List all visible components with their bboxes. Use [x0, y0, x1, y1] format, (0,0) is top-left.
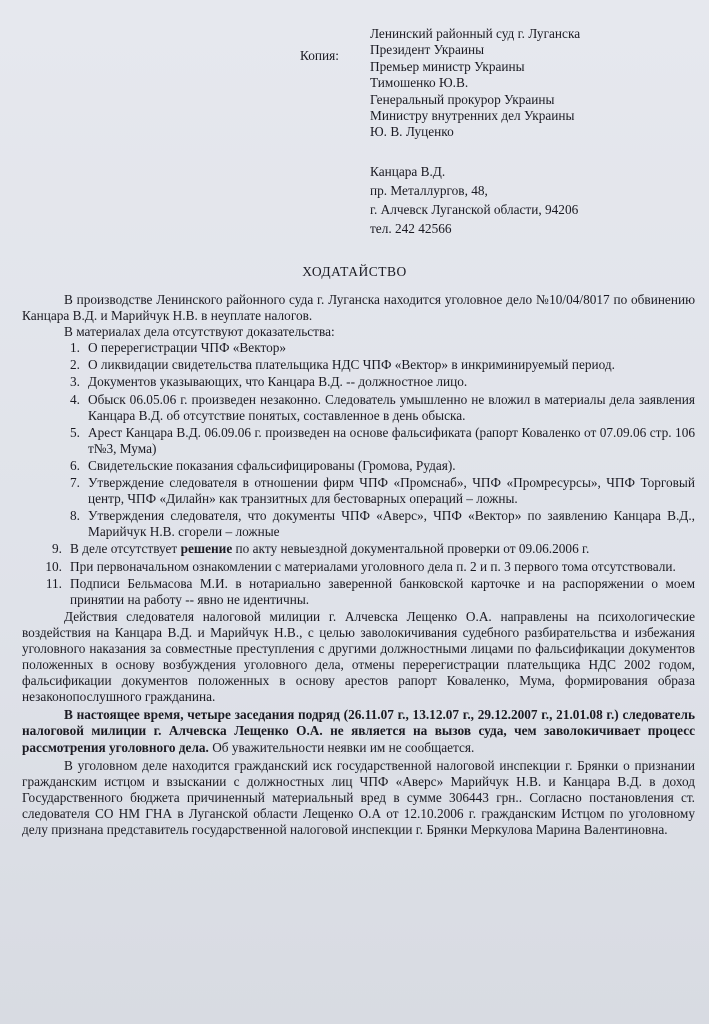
item-number: 11.: [45, 575, 62, 591]
list-item: [22, 508, 695, 540]
recipient: Ленинский районный суд г. Луганска: [370, 26, 581, 41]
recipient: Тимошенко Ю.В.: [370, 75, 469, 91]
item-number: 4.: [70, 391, 80, 407]
item-text: Утверждение следователя в отношении фирм ЧПФ «Промснаб», ЧПФ «Промресурсы», ЧПФ Торговый центр, ЧПФ «Дилайн» как транзитных для бестоварных операций – ложны.: [88, 475, 695, 507]
item-text: При первоначальном ознакомлении с материалами уголовного дела п. 2 и п. 3 первого тома отсутствовали.: [70, 558, 676, 574]
current-paragraph: [22, 707, 695, 755]
recipient: Президент Украины: [370, 42, 485, 58]
item-number: 10.: [45, 558, 62, 574]
sender-name: Канцара В.Д.: [370, 164, 446, 179]
item-text: О ликвидации свидетельства плательщика НДС ЧПФ «Вектор» в инкриминируемый период.: [88, 357, 615, 373]
current-bold: В настоящее время, четыре заседания подряд (26.11.07 г., 13.12.07 г., 29.12.2007 г., 21.01.08 г.) следователь налоговой милиции г. Алчевска Лещенко О.А. не является на вызов суда, чем заволокичивает процесс рассмотрения уголовного дела.: [22, 707, 695, 755]
document-body: [22, 292, 695, 838]
list-item: [22, 392, 695, 424]
item-number: 6.: [70, 457, 80, 473]
recipient: Премьер министр Украины: [370, 58, 525, 74]
list-item: [22, 357, 695, 373]
item-number: 9.: [52, 541, 62, 557]
item-text: Свидетельские показания сфальсифицированы (Громова, Рудая).: [88, 457, 456, 473]
item-text: Подписи Бельмасова М.И. в нотариально заверенной банковской карточке и на распоряжении о моем принятии на работу -- явно не идентичны.: [70, 575, 695, 607]
sender-street: пр. Металлургов, 48,: [370, 183, 488, 198]
item-number: 8.: [70, 508, 80, 524]
sender-city: г. Алчевск Луганской области, 94206: [370, 202, 579, 217]
list-item: [22, 425, 695, 457]
item-number: 1.: [70, 340, 80, 356]
list-item: [22, 576, 695, 608]
actions-paragraph: Действия следователя налоговой милиции г. Алчевска Лещенко О.А. направлены на психологические воздействия на Канцара В.Д. и Марийчук Н.В., с целью заволокичивания судебного разбирательства и избежания уголовного наказания за совместные преступления с другими должностными лицами по фальсификации документов положенных в основу возбуждения уголовного дела, отмены перерегистрации плательщика НДС 2002 годом, фальсификации документов положенных в основу арестов рапорт Коваленко, Мума, формирования образа незаконопослушного гражданина.: [22, 608, 695, 705]
sender-block: [370, 162, 690, 238]
recipient: Ю. В. Луценко: [370, 124, 454, 140]
recipient: Министру внутренних дел Украины: [370, 108, 575, 124]
item-text: О перерегистрации ЧПФ «Вектор»: [88, 340, 287, 356]
list-item: [22, 458, 695, 474]
copies-label: Копия:: [300, 48, 339, 63]
item-text: [70, 541, 695, 557]
item9-before: В деле отсутствует: [70, 541, 181, 557]
item9-after: по акту невыездной документальной проверки от 09.06.2006 г.: [232, 541, 590, 557]
item-number: 7.: [70, 475, 80, 491]
sender-phone: тел. 242 42566: [370, 221, 452, 236]
current-normal: Об уважительности неявки им не сообщается.: [208, 739, 475, 755]
list-item: [22, 541, 695, 557]
list-item: [22, 340, 695, 356]
copies-block: [300, 26, 700, 141]
recipient: Генеральный прокурор Украины: [370, 91, 555, 107]
item-number: 2.: [70, 357, 80, 373]
item-number: 5.: [70, 424, 80, 440]
list-item: [22, 374, 695, 390]
item-text: Утверждения следователя, что документы ЧПФ «Аверс», ЧПФ «Вектор» по заявлению Канцара В.Д., Марийчук Н.В. сгорели – ложные: [88, 508, 695, 540]
item-text: Документов указывающих, что Канцара В.Д. -- должностное лицо.: [88, 374, 468, 390]
recipients-list: [370, 26, 700, 141]
missing-evidence-header: В материалах дела отсутствуют доказательства:: [64, 324, 335, 340]
item-text: Обыск 06.05.06 г. произведен незаконно. Следователь умышленно не вложил в материалы дела заявления Канцара В.Д. об отсутствие понятых, составленное в день обыска.: [88, 391, 695, 423]
list-item: [22, 475, 695, 507]
intro-paragraph: В производстве Ленинского районного суда г. Луганска находится уголовное дело №10/04/8017 по обвинению Канцара В.Д. и Марийчук Н.В. в неуплате налогов.: [22, 292, 695, 324]
item9-bold: решение: [180, 541, 233, 557]
document-title: ХОДАТАЙСТВО: [302, 264, 407, 279]
list-item: [22, 559, 695, 575]
civil-claim-paragraph: В уголовном деле находится гражданский иск государственной налоговой инспекции г. Брянки о признании гражданским истцом и взыскании с должностных лиц ЧПФ «Аверс» Марийчук Н.В. и Канцара В.Д. в доход Государственного бюджета причиненный материальный вред в сумме 306443 грн.. Согласно постановления ст. следователя СО НМ ГНА в Луганской области Лещенко О.А от 12.10.2006 г. гражданским Истцом по уголовному делу признана представитель государственной налоговой инспекции г. Брянки Меркулова Марина Валентиновна.: [22, 757, 695, 837]
item-number: 3.: [70, 374, 80, 390]
item-text: Арест Канцара В.Д. 06.09.06 г. произведен на основе фальсификата (рапорт Коваленко от 07.09.06 стр. 106 т№3, Мума): [88, 424, 695, 456]
